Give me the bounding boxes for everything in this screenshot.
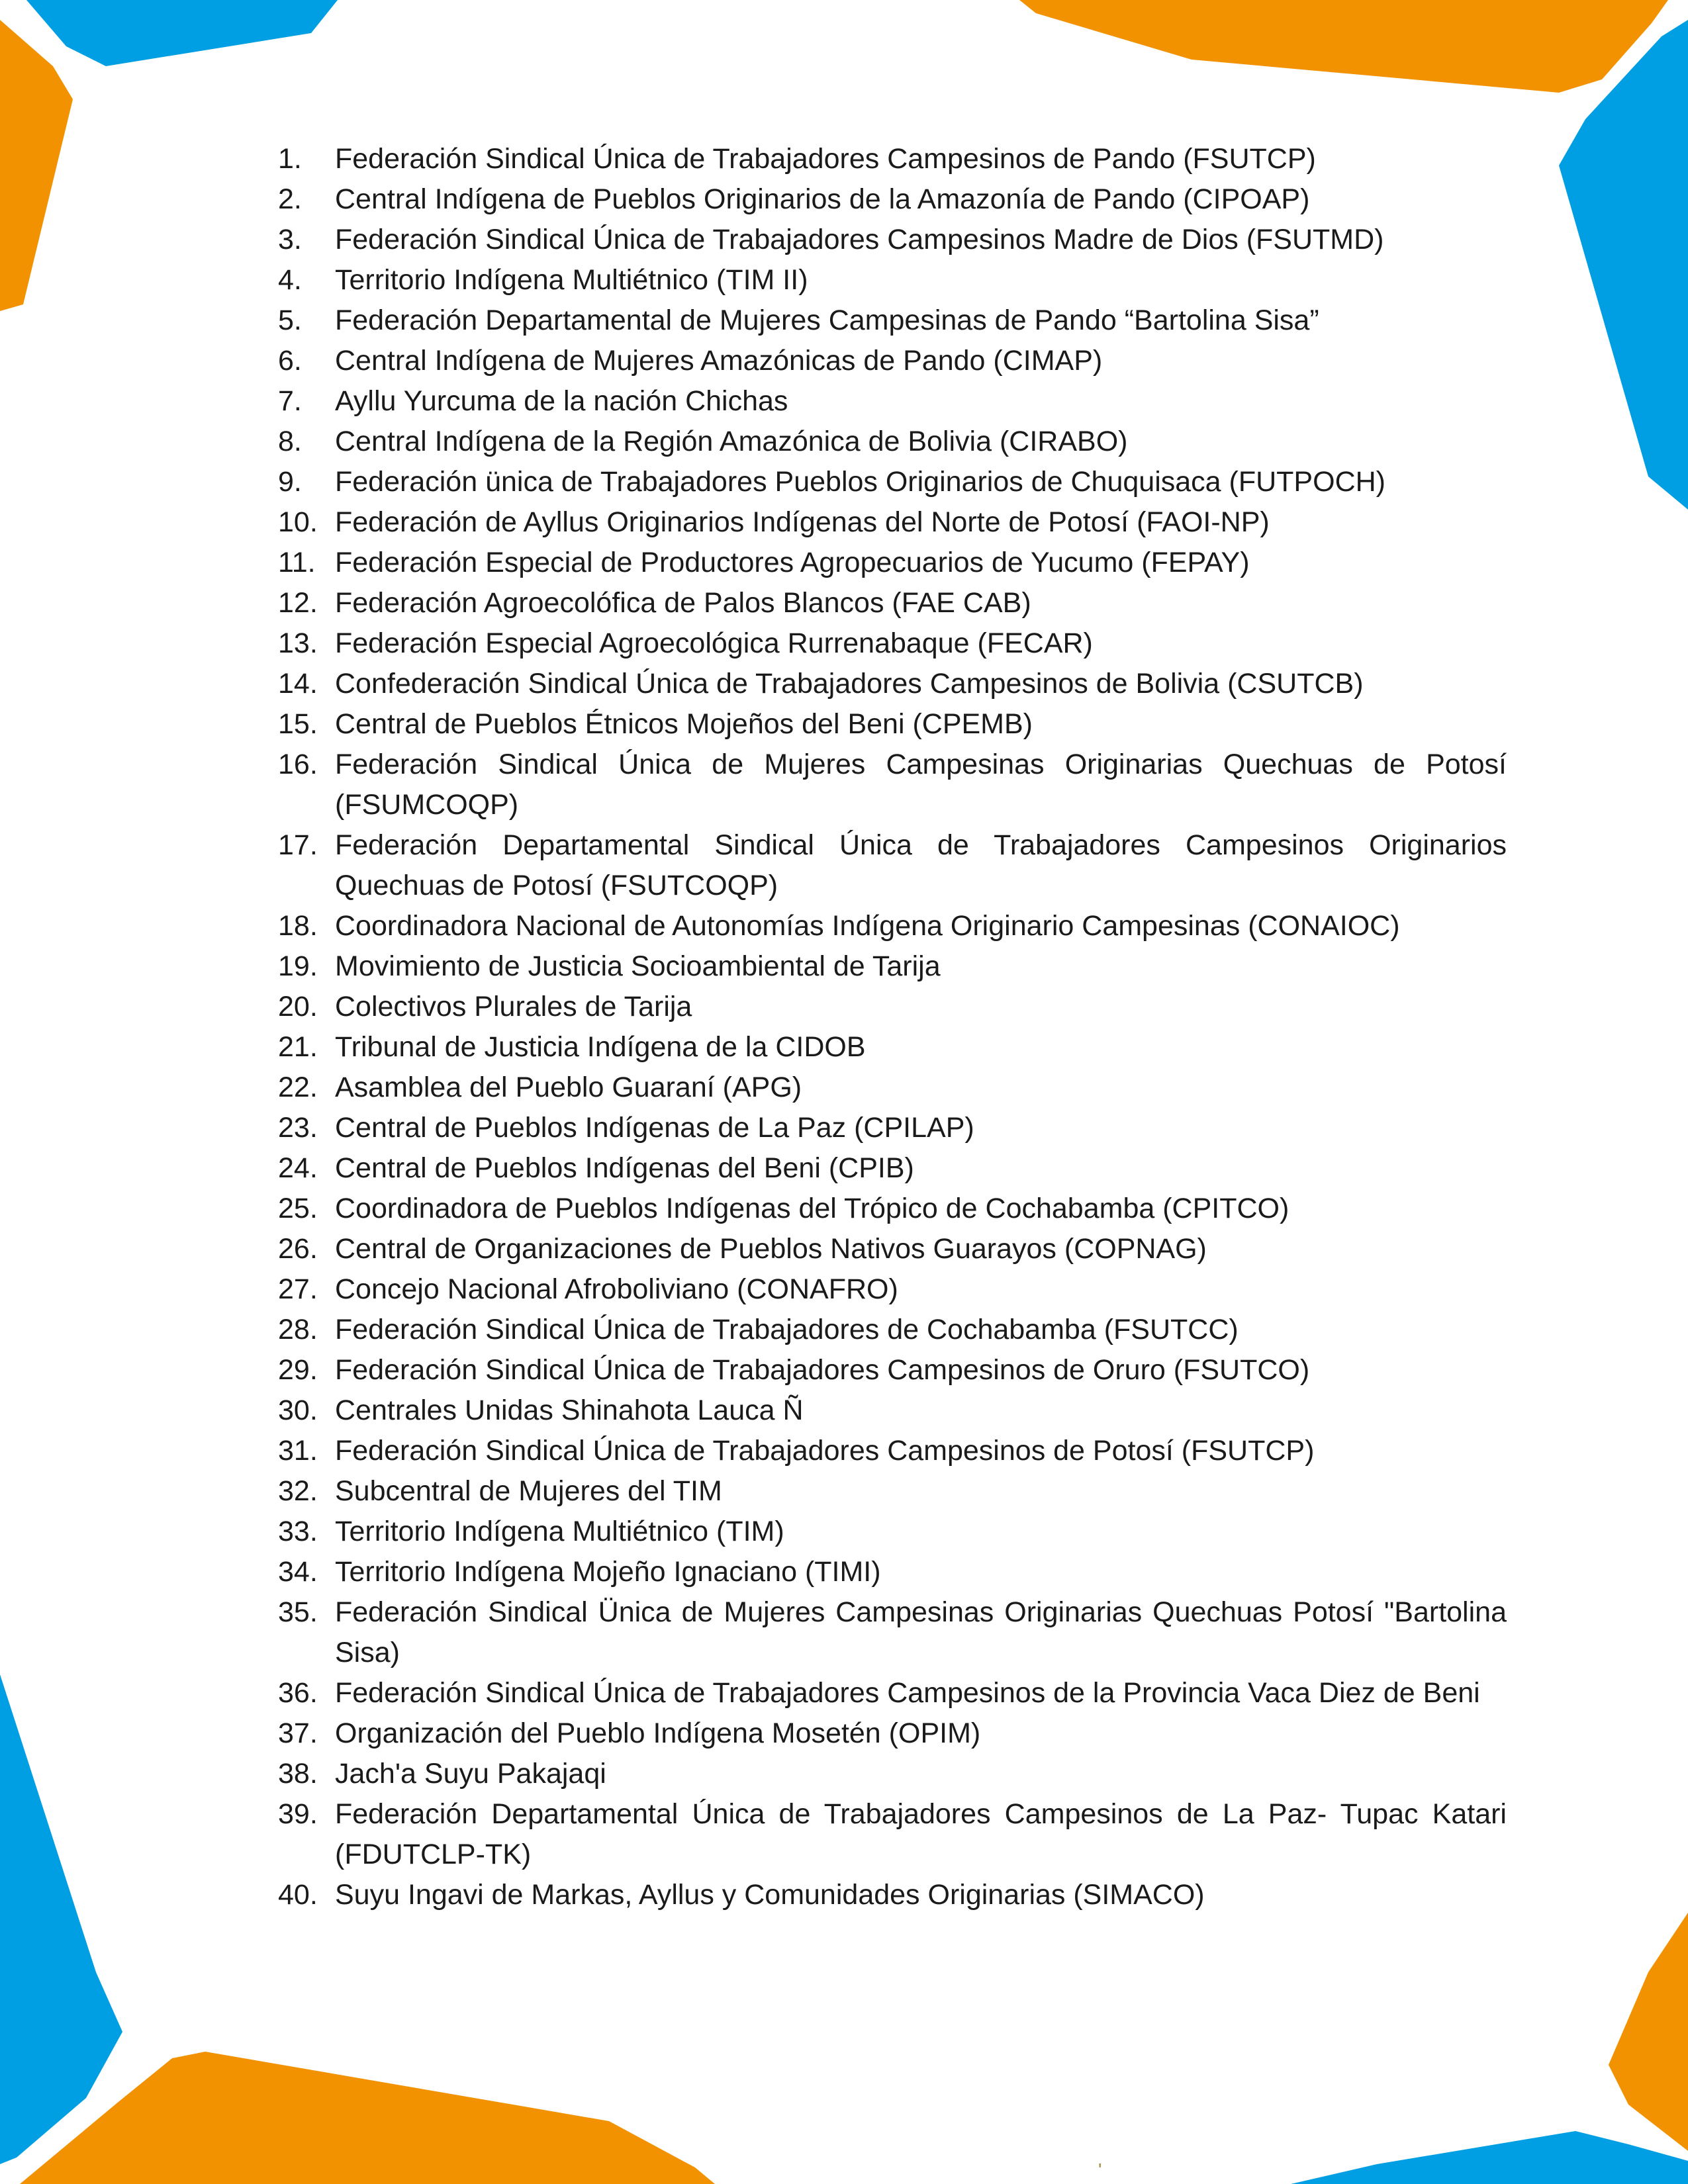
list-item-text: Movimiento de Justicia Socioambiental de Tarija — [335, 950, 941, 982]
list-item — [271, 745, 1507, 825]
list-item — [271, 1068, 1507, 1108]
list-item-text: Central Indígena de Pueblos Originarios de la Amazonía de Pando (CIPOAP) — [335, 183, 1310, 215]
list-item — [271, 825, 1507, 906]
list-item — [271, 1754, 1507, 1794]
list-item — [271, 179, 1507, 220]
list-item-text: Concejo Nacional Afroboliviano (CONAFRO) — [335, 1273, 898, 1305]
list-item-number: 6. — [278, 345, 302, 377]
list-item-number: 39. — [278, 1798, 318, 1830]
list-item — [271, 1471, 1507, 1512]
list-item — [271, 1269, 1507, 1310]
list-item-text: Coordinadora Nacional de Autonomías Indígena Originario Campesinas (CONAIOC) — [335, 910, 1400, 942]
list-item-number: 23. — [278, 1112, 318, 1144]
list-item-text: Federación Sindical Única de Trabajadores Campesinos de Pando (FSUTCP) — [335, 143, 1316, 175]
list-item-number: 20. — [278, 991, 318, 1023]
list-item — [271, 1512, 1507, 1552]
list-item-number: 16. — [278, 749, 318, 780]
list-item-text: Asamblea del Pueblo Guaraní (APG) — [335, 1071, 802, 1103]
list-item — [271, 139, 1507, 179]
list-item — [271, 1875, 1507, 1915]
list-item — [271, 220, 1507, 260]
list-item-number: 13. — [278, 627, 318, 659]
list-item — [271, 502, 1507, 543]
list-item-number: 5. — [278, 304, 302, 336]
list-item-number: 37. — [278, 1717, 318, 1749]
list-item — [271, 1431, 1507, 1471]
list-item-number: 30. — [278, 1394, 318, 1426]
list-item — [271, 300, 1507, 341]
list-item-text: Federación Agroecolófica de Palos Blancos (FAE CAB) — [335, 587, 1031, 619]
list-item-number: 32. — [278, 1475, 318, 1507]
list-item — [271, 1229, 1507, 1269]
list-item-number: 12. — [278, 587, 318, 619]
list-item-number: 8. — [278, 426, 302, 457]
list-item — [271, 1552, 1507, 1592]
list-item-number: 35. — [278, 1596, 318, 1628]
list-item-text: Coordinadora de Pueblos Indígenas del Trópico de Cochabamba (CPITCO) — [335, 1193, 1289, 1224]
list-item — [271, 664, 1507, 704]
list-item-number: 25. — [278, 1193, 318, 1224]
list-item-number: 21. — [278, 1031, 318, 1063]
list-item-text: Federación ünica de Trabajadores Pueblos Originarios de Chuquisaca (FUTPOCH) — [335, 466, 1385, 498]
list-item-number: 18. — [278, 910, 318, 942]
list-item-text: Federación Especial de Productores Agropecuarios de Yucumo (FEPAY) — [335, 547, 1250, 578]
list-item-number: 15. — [278, 708, 318, 740]
list-item — [271, 1310, 1507, 1350]
list-item-text: Territorio Indígena Mojeño Ignaciano (TIMI) — [335, 1556, 881, 1588]
list-item-text: Central de Organizaciones de Pueblos Nativos Guarayos (COPNAG) — [335, 1233, 1207, 1265]
list-item-number: 28. — [278, 1314, 318, 1345]
list-item — [271, 341, 1507, 381]
list-item-text: Federación Sindical Única de Mujeres Campesinas Originarias Quechuas de Potosí (FSUMCOQP) — [335, 749, 1507, 821]
list-item-text: Tribunal de Justicia Indígena de la CIDOB — [335, 1031, 866, 1063]
list-item — [271, 543, 1507, 583]
list-item — [271, 1027, 1507, 1068]
list-item-number: 1. — [278, 143, 302, 175]
list-item-text: Centrales Unidas Shinahota Lauca Ñ — [335, 1394, 804, 1426]
organizations-list — [271, 139, 1507, 1915]
list-item-number: 14. — [278, 668, 318, 700]
list-item — [271, 906, 1507, 946]
list-item-text: Federación Departamental de Mujeres Campesinas de Pando “Bartolina Sisa” — [335, 304, 1319, 336]
list-item-text: Suyu Ingavi de Markas, Ayllus y Comunidades Originarias (SIMACO) — [335, 1879, 1205, 1911]
list-item — [271, 1794, 1507, 1875]
list-item-number: 33. — [278, 1516, 318, 1547]
list-item-number: 2. — [278, 183, 302, 215]
list-item — [271, 946, 1507, 987]
list-item-text: Federación Sindical Única de Trabajadores de Cochabamba (FSUTCC) — [335, 1314, 1239, 1345]
list-item-text: Federación Sindical Única de Trabajadores Campesinos de Oruro (FSUTCO) — [335, 1354, 1310, 1386]
list-item-text: Federación Sindical Única de Trabajadores Campesinos de Potosí (FSUTCP) — [335, 1435, 1315, 1467]
list-item-text: Colectivos Plurales de Tarija — [335, 991, 692, 1023]
list-item-number: 7. — [278, 385, 302, 417]
list-item-text: Federación Departamental Única de Trabajadores Campesinos de La Paz- Tupac Katari (FDUTCLP-TK) — [335, 1798, 1507, 1870]
list-item — [271, 1390, 1507, 1431]
list-item-number: 29. — [278, 1354, 318, 1386]
list-item-text: Ayllu Yurcuma de la nación Chichas — [335, 385, 788, 417]
list-item-number: 11. — [278, 547, 316, 578]
list-item-number: 38. — [278, 1758, 318, 1790]
list-item — [271, 1108, 1507, 1148]
list-item-text: Territorio Indígena Multiétnico (TIM II) — [335, 264, 808, 296]
list-item-number: 9. — [278, 466, 302, 498]
list-item-number: 24. — [278, 1152, 318, 1184]
list-item-number: 36. — [278, 1677, 318, 1709]
list-item — [271, 1148, 1507, 1189]
list-item — [271, 704, 1507, 745]
list-item-text: Federación Departamental Sindical Única de Trabajadores Campesinos Originarios Quechuas de Potosí (FSUTCOQP) — [335, 829, 1507, 901]
list-item — [271, 1673, 1507, 1713]
list-item-text: Central Indígena de la Región Amazónica de Bolivia (CIRABO) — [335, 426, 1128, 457]
list-item-number: 4. — [278, 264, 302, 296]
list-item — [271, 462, 1507, 502]
list-item-text: Subcentral de Mujeres del TIM — [335, 1475, 722, 1507]
list-item-text: Federación Especial Agroecológica Rurrenabaque (FECAR) — [335, 627, 1093, 659]
list-item-number: 10. — [278, 506, 318, 538]
list-item-text: Central de Pueblos Indígenas de La Paz (CPILAP) — [335, 1112, 974, 1144]
list-item-number: 17. — [278, 829, 318, 861]
list-item-text: Confederación Sindical Única de Trabajadores Campesinos de Bolivia (CSUTCB) — [335, 668, 1364, 700]
list-item-text: Central de Pueblos Indígenas del Beni (CPIB) — [335, 1152, 914, 1184]
list-item-text: Central de Pueblos Étnicos Mojeños del Beni (CPEMB) — [335, 708, 1033, 740]
page-mark: ' — [1098, 2160, 1102, 2180]
list-item-text: Territorio Indígena Multiétnico (TIM) — [335, 1516, 784, 1547]
list-item-text: Federación Sindical Única de Trabajadores Campesinos de la Provincia Vaca Diez de Beni — [335, 1677, 1480, 1709]
list-item-text: Central Indígena de Mujeres Amazónicas de Pando (CIMAP) — [335, 345, 1103, 377]
list-item-text: Federación Sindical Única de Trabajadores Campesinos Madre de Dios (FSUTMD) — [335, 224, 1384, 255]
list-item — [271, 1713, 1507, 1754]
list-item-number: 27. — [278, 1273, 318, 1305]
list-item-number: 19. — [278, 950, 318, 982]
list-item — [271, 987, 1507, 1027]
list-item-number: 31. — [278, 1435, 318, 1467]
list-item-number: 26. — [278, 1233, 318, 1265]
list-item-number: 22. — [278, 1071, 318, 1103]
list-item — [271, 381, 1507, 422]
list-item-number: 34. — [278, 1556, 318, 1588]
list-item — [271, 422, 1507, 462]
list-item — [271, 1189, 1507, 1229]
list-item — [271, 583, 1507, 623]
list-item — [271, 260, 1507, 300]
list-item-text: Jach'a Suyu Pakajaqi — [335, 1758, 606, 1790]
list-item-number: 40. — [278, 1879, 318, 1911]
list-item-text: Federación de Ayllus Originarios Indígenas del Norte de Potosí (FAOI-NP) — [335, 506, 1270, 538]
list-item — [271, 1592, 1507, 1673]
list-item-number: 3. — [278, 224, 302, 255]
list-item — [271, 623, 1507, 664]
list-item-text: Organización del Pueblo Indígena Mosetén (OPIM) — [335, 1717, 981, 1749]
list-item-text: Federación Sindical Ünica de Mujeres Campesinas Originarias Quechuas Potosí "Bartolina Sisa) — [335, 1596, 1507, 1668]
list-item — [271, 1350, 1507, 1390]
